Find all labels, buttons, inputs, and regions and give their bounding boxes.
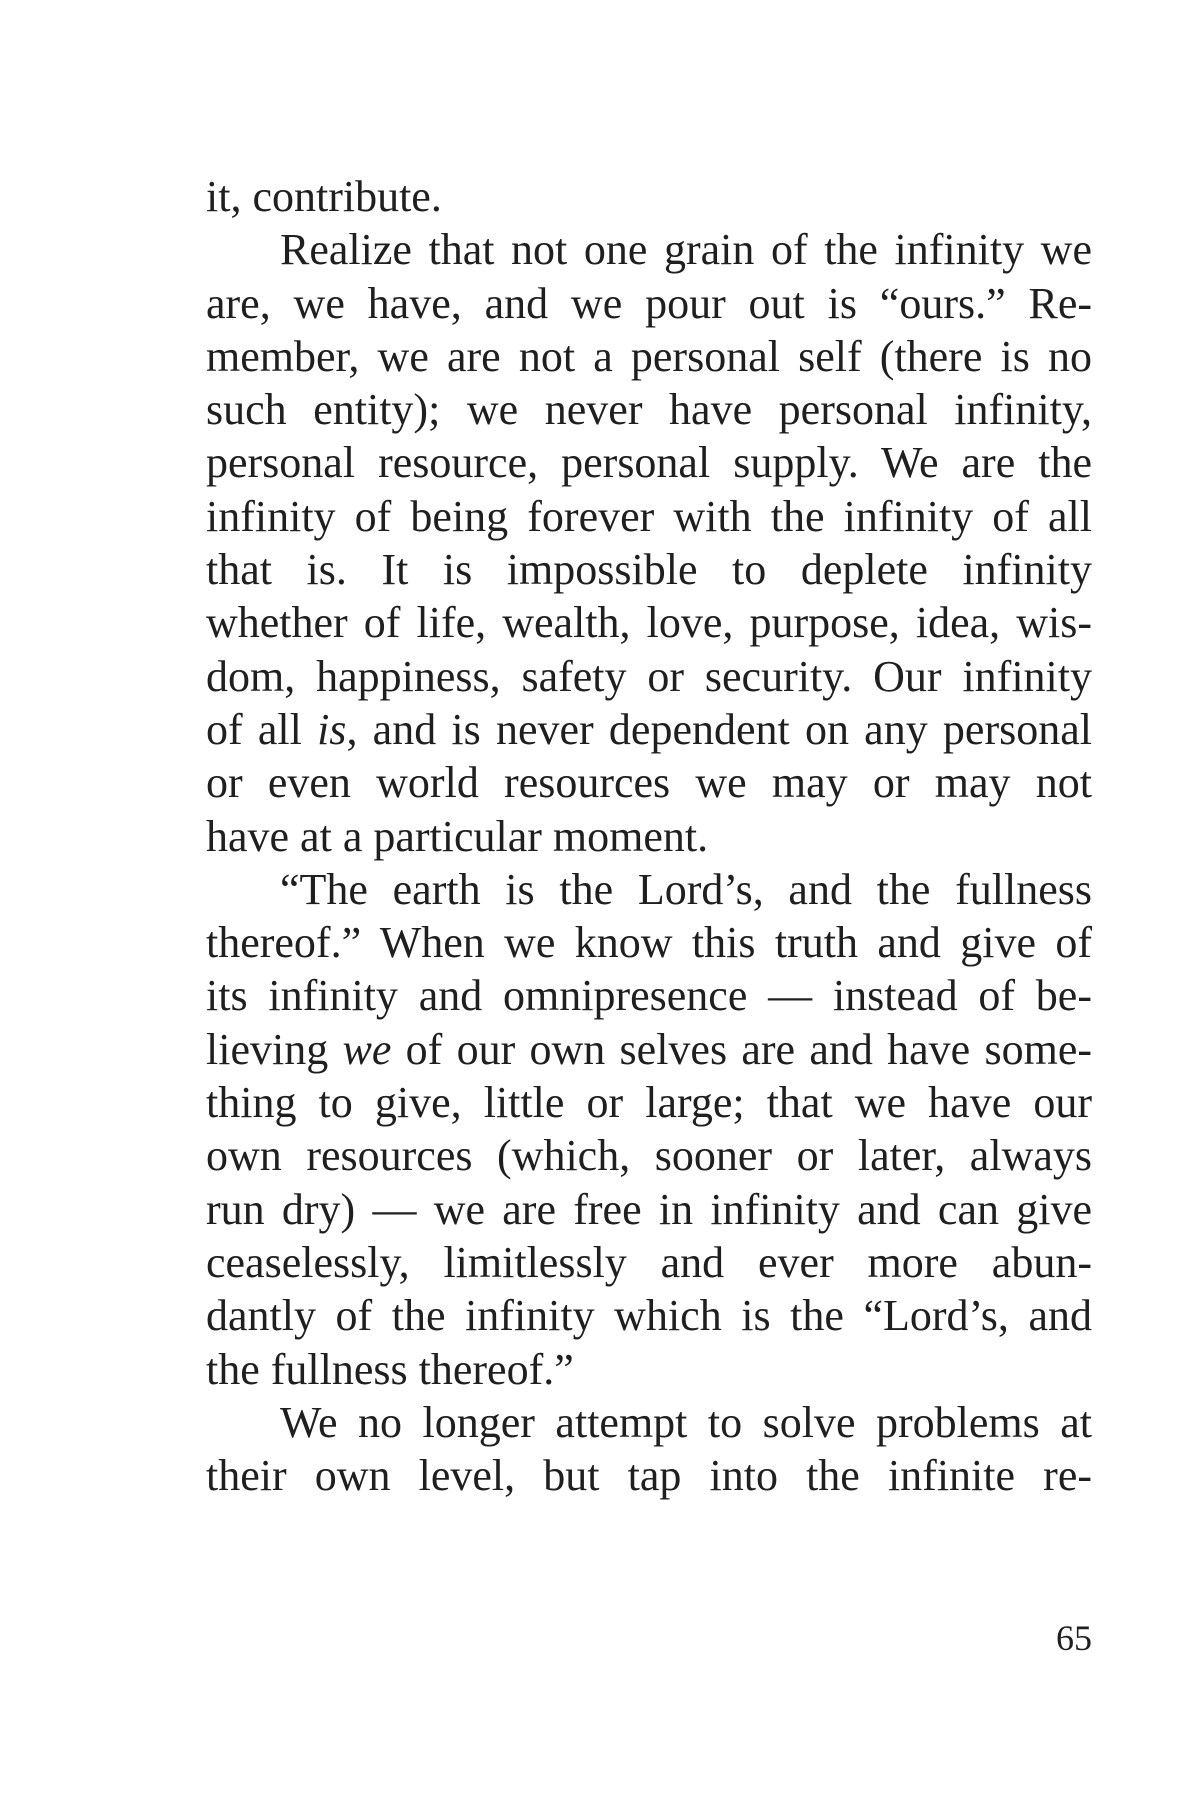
text-line: ceaselessly, limitlessly and ever more abun- [206, 1237, 1092, 1287]
text-line: whether of life, wealth, love, purpose, idea, wis- [206, 598, 1092, 648]
text-line: thing to give, little or large; that we have our [206, 1078, 1092, 1128]
text-line [206, 1023, 1092, 1076]
text-line: dom, happiness, safety or security. Our infinity [206, 651, 1092, 701]
text-line: that is. It is impossible to deplete infinity [206, 545, 1092, 595]
paragraph-first-line: We no longer attempt to solve problems at [280, 1397, 1092, 1447]
text-line: it, contribute. [206, 172, 442, 221]
page-number: 65 [1056, 1618, 1092, 1658]
text-line: dantly of the infinity which is the “Lord’s, and [206, 1291, 1092, 1341]
text-segment: , and is never dependent on any personal [346, 704, 1092, 754]
italic-emphasis: is [317, 704, 347, 754]
paragraph-last-line: have at a particular moment. [206, 811, 709, 861]
text-line: their own level, but tap into the infinite re- [206, 1451, 1092, 1501]
text-line: such entity); we never have personal infinity, [206, 385, 1092, 435]
text-line: run dry) — we are free in infinity and can give [206, 1184, 1092, 1234]
text-line: are, we have, and we pour out is “ours.” Re- [206, 278, 1092, 328]
text-line: thereof.” When we know this truth and give of [206, 918, 1092, 968]
text-line: member, we are not a personal self (there is no [206, 331, 1092, 381]
paragraph-first-line: Realize that not one grain of the infinity we [280, 225, 1092, 275]
text-line: personal resource, personal supply. We are the [206, 438, 1092, 488]
text-segment: of our own selves are and have some- [391, 1024, 1093, 1074]
italic-emphasis: we [342, 1024, 392, 1074]
text-line: its infinity and omnipresence — instead of be- [206, 971, 1092, 1021]
paragraph-last-line: the fullness thereof.” [206, 1344, 574, 1394]
text-segment: of all [206, 704, 318, 754]
text-line: infinity of being forever with the infinity of all [206, 491, 1092, 541]
body-text [206, 170, 1092, 1502]
text-line: own resources (which, sooner or later, always [206, 1131, 1092, 1181]
text-line [206, 703, 1092, 756]
paragraph-first-line: “The earth is the Lord’s, and the fullness [280, 864, 1092, 914]
text-line: or even world resources we may or may not [206, 758, 1092, 808]
text-segment: lieving [206, 1024, 343, 1074]
